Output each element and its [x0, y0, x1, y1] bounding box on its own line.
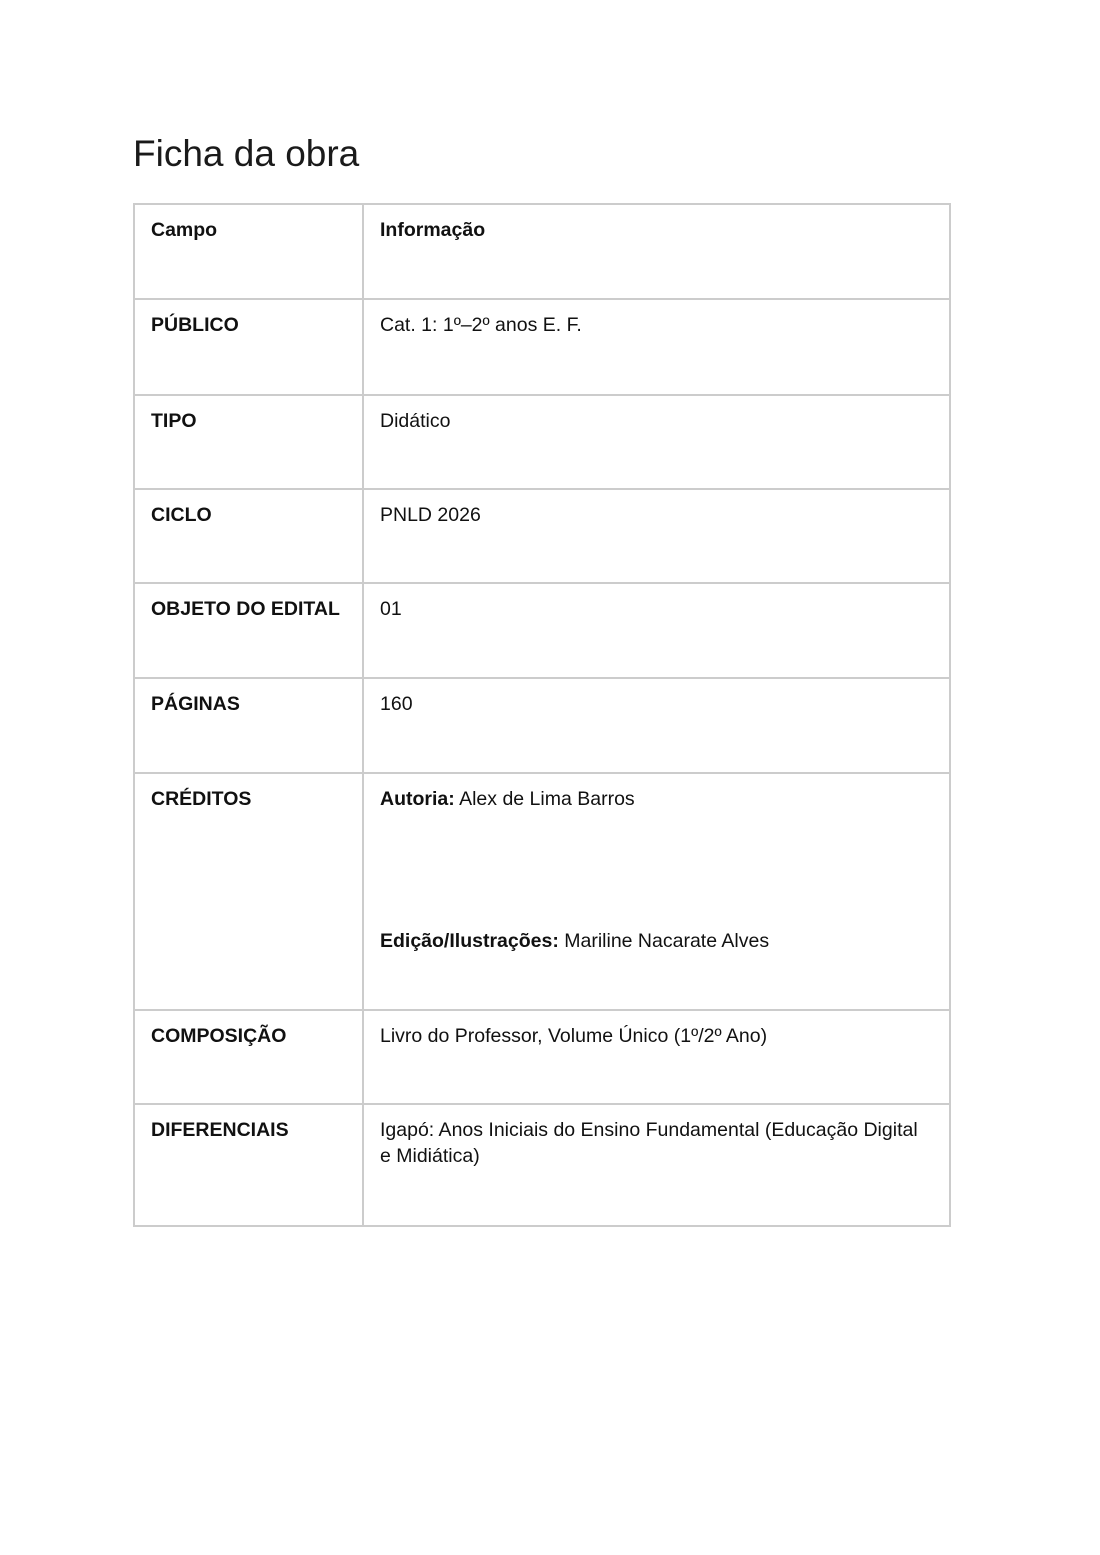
table-row: [134, 489, 950, 583]
field-value-ciclo: PNLD 2026: [363, 489, 950, 583]
field-label-diferenciais: DIFERENCIAIS: [134, 1104, 363, 1226]
field-value-objeto: 01: [363, 583, 950, 678]
credit-autoria: [380, 786, 933, 812]
autoria-label: Autoria:: [380, 788, 455, 810]
field-label-tipo: TIPO: [134, 395, 363, 489]
edicao-value: Mariline Nacarate Alves: [564, 930, 770, 952]
credit-edicao: [380, 928, 933, 954]
table-row: [134, 1104, 950, 1226]
field-label-objeto: OBJETO DO EDITAL: [134, 583, 363, 678]
autoria-value: Alex de Lima Barros: [459, 788, 635, 810]
header-info: Informação: [363, 204, 950, 299]
field-label-publico: PÚBLICO: [134, 299, 363, 395]
info-table: [133, 203, 951, 1227]
field-value-creditos: [363, 773, 950, 1010]
table-header-row: [134, 204, 950, 299]
field-value-composicao: Livro do Professor, Volume Único (1º/2º Ano): [363, 1010, 950, 1104]
table-row: [134, 395, 950, 489]
field-label-composicao: COMPOSIÇÃO: [134, 1010, 363, 1104]
page-title: Ficha da obra: [133, 133, 360, 174]
credit-spacer: [380, 812, 933, 928]
table-row: [134, 678, 950, 773]
table-row: [134, 773, 950, 1010]
field-value-publico: Cat. 1: 1º–2º anos E. F.: [363, 299, 950, 395]
edicao-label: Edição/Ilustrações:: [380, 930, 559, 952]
field-value-diferenciais: Igapó: Anos Iniciais do Ensino Fundamental (Educação Digital e Midiática): [363, 1104, 950, 1226]
field-label-paginas: PÁGINAS: [134, 678, 363, 773]
table-row: [134, 1010, 950, 1104]
field-label-ciclo: CICLO: [134, 489, 363, 583]
field-value-paginas: 160: [363, 678, 950, 773]
table-row: [134, 299, 950, 395]
field-value-tipo: Didático: [363, 395, 950, 489]
header-field: Campo: [134, 204, 363, 299]
table-row: [134, 583, 950, 678]
field-label-creditos: CRÉDITOS: [134, 773, 363, 1010]
